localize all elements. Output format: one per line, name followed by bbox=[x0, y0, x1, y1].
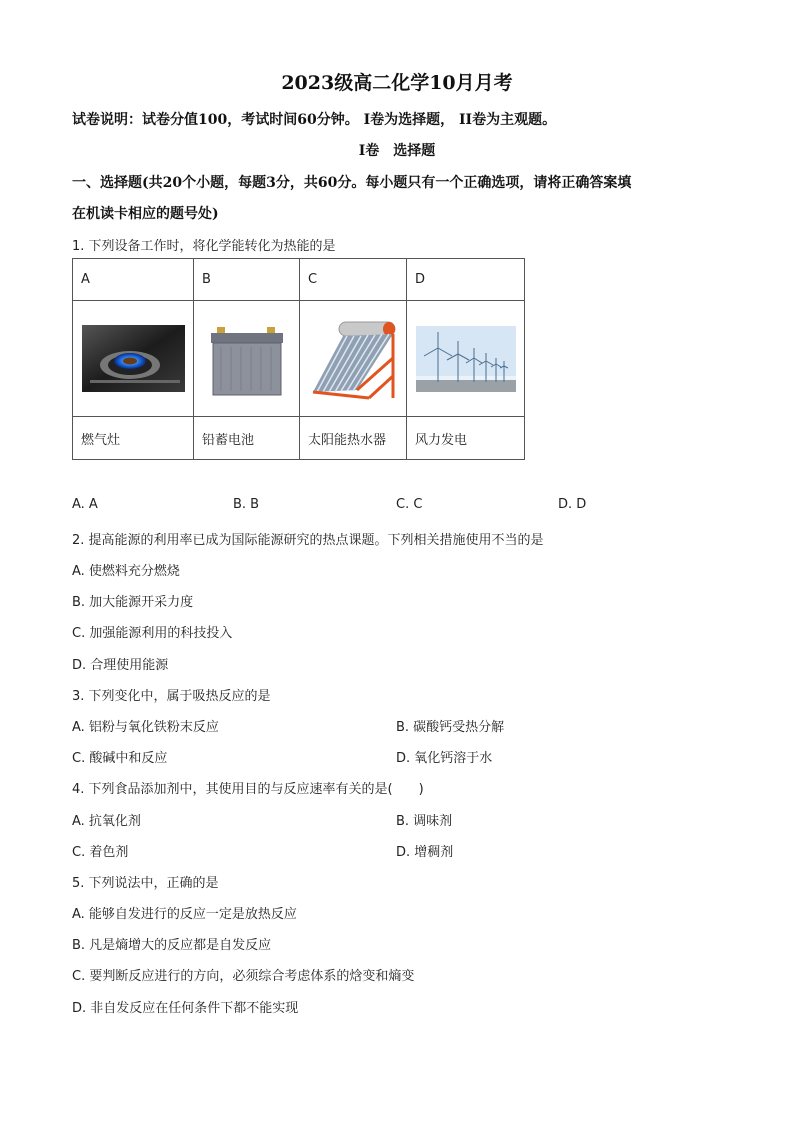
gas-stove-image bbox=[82, 325, 185, 392]
lead-acid-battery-image-cell bbox=[194, 301, 300, 417]
q2-option-d: D. 合理使用能源 bbox=[72, 658, 169, 673]
table-header-d: D bbox=[407, 259, 525, 301]
device-name-c: 太阳能热水器 bbox=[300, 417, 407, 460]
question-4-stem: 4. 下列食品添加剂中，其使用目的与反应速率有关的是( ) bbox=[72, 782, 424, 797]
section-title: I卷 选择题 bbox=[358, 143, 436, 159]
device-name-b: 铅蓄电池 bbox=[194, 417, 300, 460]
gas-stove-image-cell bbox=[73, 301, 194, 417]
q2-option-b: B. 加大能源开采力度 bbox=[72, 595, 194, 610]
question-3-stem: 3. 下列变化中，属于吸热反应的是 bbox=[72, 689, 271, 704]
device-table bbox=[72, 258, 525, 460]
q3-option-a: A. 铝粉与氧化铁粉末反应 bbox=[72, 720, 219, 735]
q5-option-c: C. 要判断反应进行的方向，必须综合考虑体系的焓变和熵变 bbox=[72, 969, 415, 984]
question-1-stem: 1. 下列设备工作时，将化学能转化为热能的是 bbox=[72, 239, 336, 254]
table-header-c: C bbox=[300, 259, 407, 301]
exam-title: 2023级高二化学10月月考 bbox=[281, 72, 513, 94]
q4-option-d: D. 增稠剂 bbox=[396, 845, 454, 860]
device-name-a: 燃气灶 bbox=[73, 417, 194, 460]
q1-option-c: C. C bbox=[396, 497, 423, 512]
q2-option-c: C. 加强能源利用的科技投入 bbox=[72, 626, 233, 641]
device-name-d: 风力发电 bbox=[407, 417, 525, 460]
q3-option-c: C. 酸碱中和反应 bbox=[72, 751, 168, 766]
q5-option-a: A. 能够自发进行的反应一定是放热反应 bbox=[72, 907, 297, 922]
solar-water-heater-image bbox=[309, 318, 397, 400]
part-heading-line1: 一、选择题(共20个小题，每题3分，共60分。每小题只有一个正确选项，请将正确答案填 bbox=[72, 175, 632, 191]
q4-option-a: A. 抗氧化剂 bbox=[72, 814, 141, 829]
table-header-a: A bbox=[73, 259, 194, 301]
q3-option-b: B. 碳酸钙受热分解 bbox=[396, 720, 505, 735]
q1-option-b: B. B bbox=[233, 497, 260, 512]
solar-water-heater-image-cell bbox=[300, 301, 407, 417]
q3-option-d: D. 氧化钙溶于水 bbox=[396, 751, 493, 766]
q2-option-a: A. 使燃料充分燃烧 bbox=[72, 564, 180, 579]
q5-option-b: B. 凡是熵增大的反应都是自发反应 bbox=[72, 938, 272, 953]
part-heading-line2: 在机读卡相应的题号处) bbox=[72, 206, 219, 222]
q4-option-c: C. 着色剂 bbox=[72, 845, 129, 860]
question-2-stem: 2. 提高能源的利用率已成为国际能源研究的热点课题。下列相关措施使用不当的是 bbox=[72, 533, 544, 548]
wind-turbines-image bbox=[416, 326, 516, 392]
question-5-stem: 5. 下列说法中，正确的是 bbox=[72, 876, 219, 891]
lead-acid-battery-image bbox=[207, 319, 287, 399]
q1-option-a: A. A bbox=[72, 497, 98, 512]
exam-instructions: 试卷说明：试卷分值100，考试时间60分钟。 I卷为选择题， II卷为主观题。 bbox=[72, 112, 557, 128]
wind-turbines-image-cell bbox=[407, 301, 525, 417]
q1-option-d: D. D bbox=[558, 497, 587, 512]
table-header-b: B bbox=[194, 259, 300, 301]
q4-option-b: B. 调味剂 bbox=[396, 814, 453, 829]
q5-option-d: D. 非自发反应在任何条件下都不能实现 bbox=[72, 1001, 299, 1016]
